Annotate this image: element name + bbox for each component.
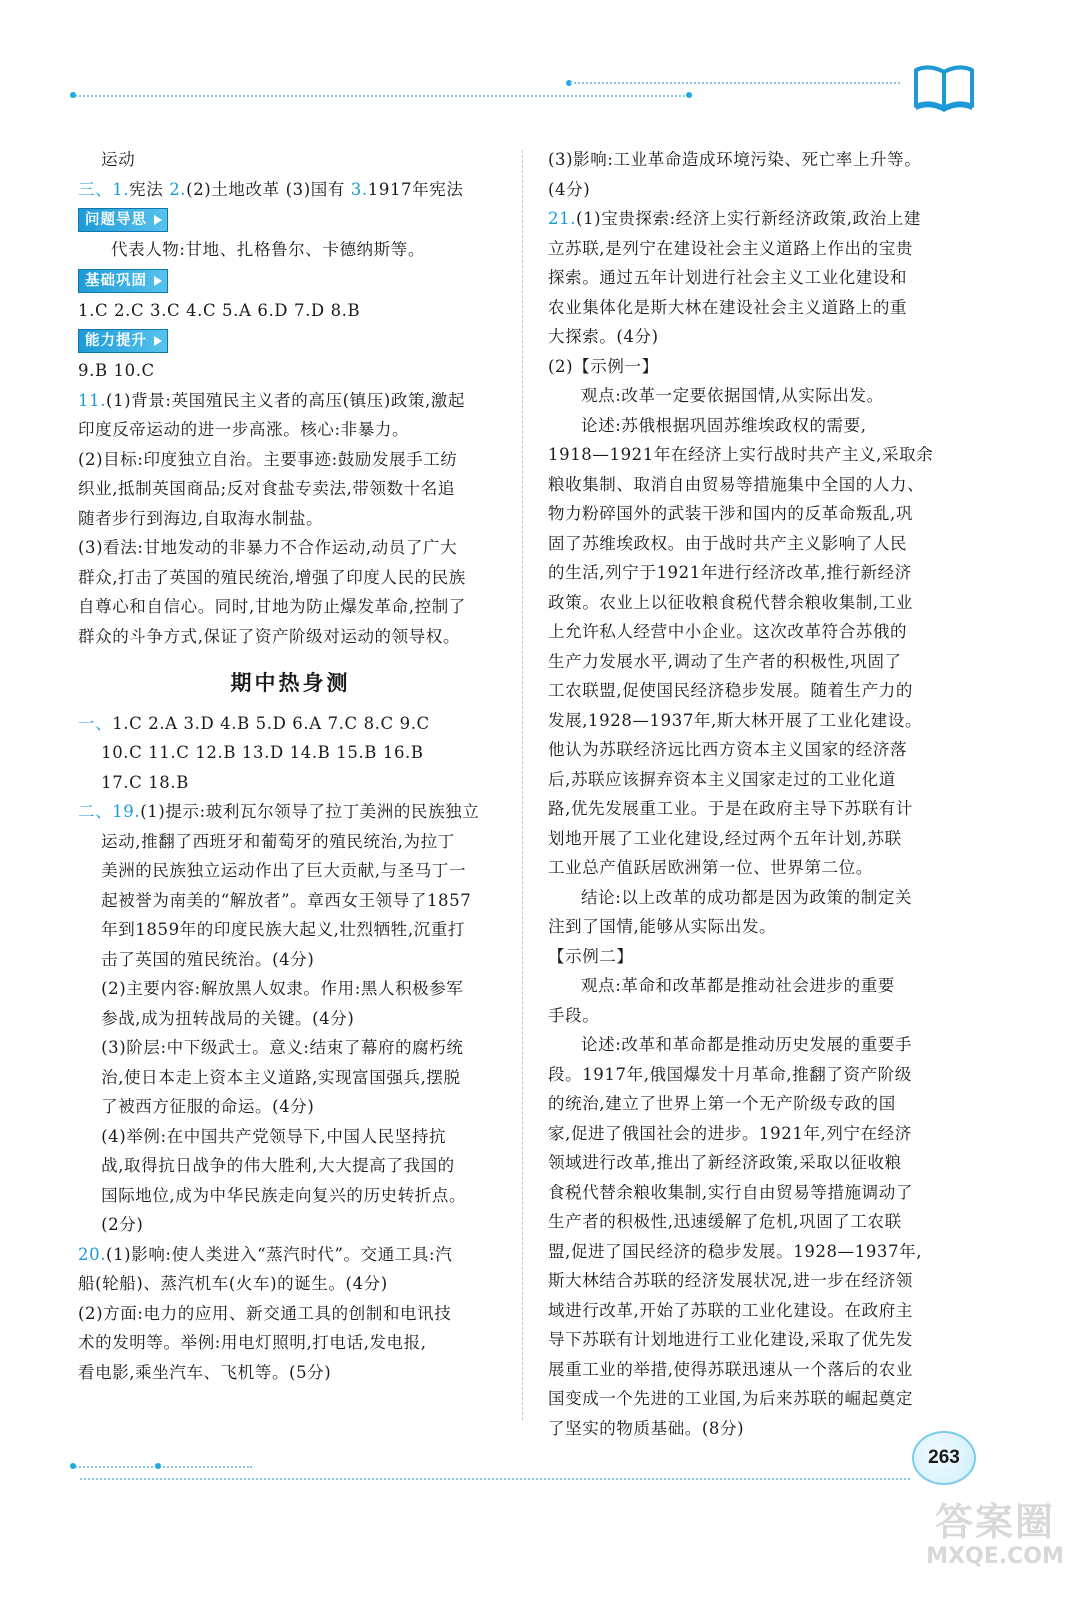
text-line: 领域进行改革,推出了新经济政策,采取以征收粮 xyxy=(548,1153,902,1172)
text-line: 工农联盟,促使国民经济稳步发展。随着生产力的 xyxy=(548,681,913,700)
text-line: 结论:以上改革的成功都是因为政策的制定关 xyxy=(581,887,913,907)
footer-dotted-rule xyxy=(72,1466,252,1468)
text-line: (2)目标:印度独立自治。主要事迹:鼓励发展手工纺 xyxy=(78,449,458,469)
text-line: 观点:革命和改革都是推动社会进步的重要 xyxy=(581,976,895,995)
text-line: 政策。农业上以征收粮食税代替余粮收集制,工业 xyxy=(548,592,913,612)
text-line: 参战,成为扭转战局的关键。(4分) xyxy=(101,1008,355,1028)
text-line: 战,取得抗日战争的伟大胜利,大大提高了我国的 xyxy=(101,1156,455,1175)
text-line: 论述:苏俄根据巩固苏维埃政权的需要, xyxy=(581,415,867,435)
text-line: (2)主要内容:解放黑人奴隶。作用:黑人积极参军 xyxy=(101,979,464,998)
footer-dotted-rule-2 xyxy=(80,1478,910,1480)
text-line: 织业,抵制英国商品;反对食盐专卖法,带领数十名追 xyxy=(78,479,455,498)
text-line: 年到1859年的印度民族大起义,壮烈牺牲,沉重打 xyxy=(101,920,465,939)
text-line: 21.(1)宝贵探索:经济上实行新经济政策,政治上建 xyxy=(548,209,922,228)
header-dotted-rule xyxy=(72,95,692,97)
text-line: 的统治,建立了世界上第一个无产阶级专政的国 xyxy=(548,1094,896,1113)
watermark: 答案圈 MXQE.COM xyxy=(926,1500,1064,1569)
text-line: 11.(1)背景:英国殖民主义者的高压(镇压)政策,激起 xyxy=(78,390,466,410)
text-line: 运动 xyxy=(101,150,136,169)
text-line: 斯大林结合苏联的经济发展状况,进一步在经济领 xyxy=(548,1271,913,1290)
text-line: 后,苏联应该摒弃资本主义国家走过的工业化道 xyxy=(548,769,896,789)
text-line: 粮收集制、取消自由贸易等措施集中全国的人力、 xyxy=(548,474,925,494)
column-divider xyxy=(522,150,523,1420)
section-title: 期中热身测 xyxy=(230,671,351,695)
text-line: 探索。通过五年计划进行社会主义工业化建设和 xyxy=(548,268,908,287)
text-line: 国际地位,成为中华民族走向复兴的历史转折点。 xyxy=(101,1185,467,1205)
text-line: 发展,1928—1937年,斯大林开展了工业化建设。 xyxy=(548,710,923,730)
right-column xyxy=(548,145,980,1443)
left-column xyxy=(78,145,503,1387)
header-dot-left xyxy=(70,92,76,98)
text-line: 的生活,列宁于1921年进行经济改革,推行新经济 xyxy=(548,563,912,582)
text-line: 上允许私人经营中小企业。这次改革符合苏俄的 xyxy=(548,622,908,641)
text-line: 船(轮船)、蒸汽机车(火车)的诞生。(4分) xyxy=(78,1274,388,1293)
text-line: 家,促进了俄国社会的进步。1921年,列宁在经济 xyxy=(548,1123,912,1143)
text-line: 食税代替余粮收集制,实行自由贸易等措施调动了 xyxy=(548,1182,913,1202)
text-line: 代表人物:甘地、扎格鲁尔、卡德纳斯等。 xyxy=(111,240,425,259)
text-line: 了被西方征服的命运。(4分) xyxy=(101,1097,315,1116)
text-line: 术的发明等。举例:用电灯照明,打电话,发电报, xyxy=(78,1333,427,1352)
answer-line: 1.C 2.C 3.C 4.C 5.A 6.D 7.D 8.B xyxy=(78,300,361,320)
text-line: 域进行改革,开始了苏联的工业化建设。在政府主 xyxy=(548,1300,913,1320)
tag-jichu-gonggu: 基础巩固 xyxy=(78,269,168,293)
text-line: 大探索。(4分) xyxy=(548,327,659,346)
text-line: 群众,打击了英国的殖民统治,增强了印度人民的民族 xyxy=(78,567,466,587)
text-line: 手段。 xyxy=(548,1005,600,1025)
text-line: 工业总产值跃居欧洲第一位、世界第二位。 xyxy=(548,858,873,877)
text-line: 20.(1)影响:使人类进入“蒸汽时代”。交通工具:汽 xyxy=(78,1244,453,1264)
text-line: (3)影响:工业革命造成环境污染、死亡率上升等。 xyxy=(548,150,922,169)
text-line: 农业集体化是斯大林在建设社会主义道路上的重 xyxy=(548,297,908,317)
text-line: 美洲的民族独立运动作出了巨大贡献,与圣马丁一 xyxy=(101,861,467,880)
text-line: 二、19.(1)提示:玻利瓦尔领导了拉丁美洲的民族独立 xyxy=(78,802,480,821)
text-line: 一、1.C 2.A 3.D 4.B 5.D 6.A 7.C 8.C 9.C xyxy=(78,713,430,733)
text-line: 固了苏维埃政权。由于战时共产主义影响了人民 xyxy=(548,533,908,553)
text-line: 注到了国情,能够从实际出发。 xyxy=(548,917,777,936)
text-line: (4)举例:在中国共产党领导下,中国人民坚持抗 xyxy=(101,1126,447,1146)
text-line: 论述:改革和革命都是推动历史发展的重要手 xyxy=(581,1035,913,1054)
multiple-choice-block xyxy=(78,709,503,798)
tag-nengli-tisheng: 能力提升 xyxy=(78,329,168,353)
text-line: 导下苏联有计划地进行工业化建设,采取了优先发 xyxy=(548,1330,913,1349)
text-line: 了坚实的物质基础。(8分) xyxy=(548,1418,745,1438)
header-dot-right xyxy=(686,92,692,98)
text-line: 印度反帝运动的进一步高涨。核心:非暴力。 xyxy=(78,420,410,439)
tag-wenti-daosi: 问题导思 xyxy=(78,208,168,232)
text-line: 起被誉为南美的“解放者”。章西女王领导了1857 xyxy=(101,890,472,910)
text-line: 自尊心和自信心。同时,甘地为防止爆发革命,控制了 xyxy=(78,597,466,616)
text-line: 国变成一个先进的工业国,为后来苏联的崛起奠定 xyxy=(548,1389,913,1408)
text-line: 段。1917年,俄国爆发十月革命,推翻了资产阶级 xyxy=(548,1064,912,1084)
text-line: 盟,促进了国民经济的稳步发展。1928—1937年, xyxy=(548,1241,923,1261)
question-11-block xyxy=(78,386,503,652)
text-line: 17.C 18.B xyxy=(101,772,189,792)
text-line: 三、1.宪法 2.(2)土地改革 (3)国有 3.1917年宪法 xyxy=(78,179,464,199)
text-line: 立苏联,是列宁在建设社会主义道路上作出的宝贵 xyxy=(548,238,913,258)
text-line: 路,优先发展重工业。于是在政府主导下苏联有计 xyxy=(548,799,913,818)
text-line: 运动,推翻了西班牙和葡萄牙的殖民统治,为拉丁 xyxy=(101,831,455,851)
book-icon xyxy=(912,62,976,112)
text-line: 【示例二】 xyxy=(548,946,634,966)
text-line: 10.C 11.C 12.B 13.D 14.B 15.B 16.B xyxy=(101,743,424,762)
text-line: 生产力发展水平,调动了生产者的积极性,巩固了 xyxy=(548,651,902,671)
footer-dot-left xyxy=(70,1463,76,1469)
page-number: 263 xyxy=(912,1431,976,1485)
text-line: 看电影,乘坐汽车、飞机等。(5分) xyxy=(78,1362,332,1382)
text-line: 群众的斗争方式,保证了资产阶级对运动的领导权。 xyxy=(78,626,461,646)
text-line: 展重工业的举措,使得苏联迅速从一个落后的农业 xyxy=(548,1359,913,1379)
question-19-20-block xyxy=(78,797,503,1387)
text-line: 击了英国的殖民统治。(4分) xyxy=(101,949,315,969)
text-line: 治,使日本走上资本主义道路,实现富国强兵,摆脱 xyxy=(101,1067,461,1087)
text-line: 生产者的积极性,迅速缓解了危机,巩固了工农联 xyxy=(548,1212,902,1231)
header-dotted-rule-2 xyxy=(570,82,900,84)
text-line: 随者步行到海边,自取海水制盐。 xyxy=(78,508,324,528)
text-line: (2)【示例一】 xyxy=(548,356,659,376)
text-line: 划地开展了工业化建设,经过两个五年计划,苏联 xyxy=(548,828,902,848)
text-line: (3)看法:甘地发动的非暴力不合作运动,动员了广大 xyxy=(78,538,458,557)
text-line: (2分) xyxy=(101,1215,144,1234)
text-line: 观点:改革一定要依据国情,从实际出发。 xyxy=(581,386,884,405)
answer-line: 9.B 10.C xyxy=(78,361,155,380)
text-line: 他认为苏联经济远比西方资本主义国家的经济落 xyxy=(548,740,908,759)
footer-dot-mid xyxy=(155,1463,161,1469)
text-line: 1918—1921年在经济上实行战时共产主义,采取余 xyxy=(548,445,934,464)
text-line: (2)方面:电力的应用、新交通工具的创制和电讯技 xyxy=(78,1303,452,1323)
text-line: (4分) xyxy=(548,179,591,199)
text-line: 物力粉碎国外的武装干涉和国内的反革命叛乱,巩 xyxy=(548,504,913,523)
text-line: (3)阶层:中下级武士。意义:结束了幕府的腐朽统 xyxy=(101,1038,464,1057)
